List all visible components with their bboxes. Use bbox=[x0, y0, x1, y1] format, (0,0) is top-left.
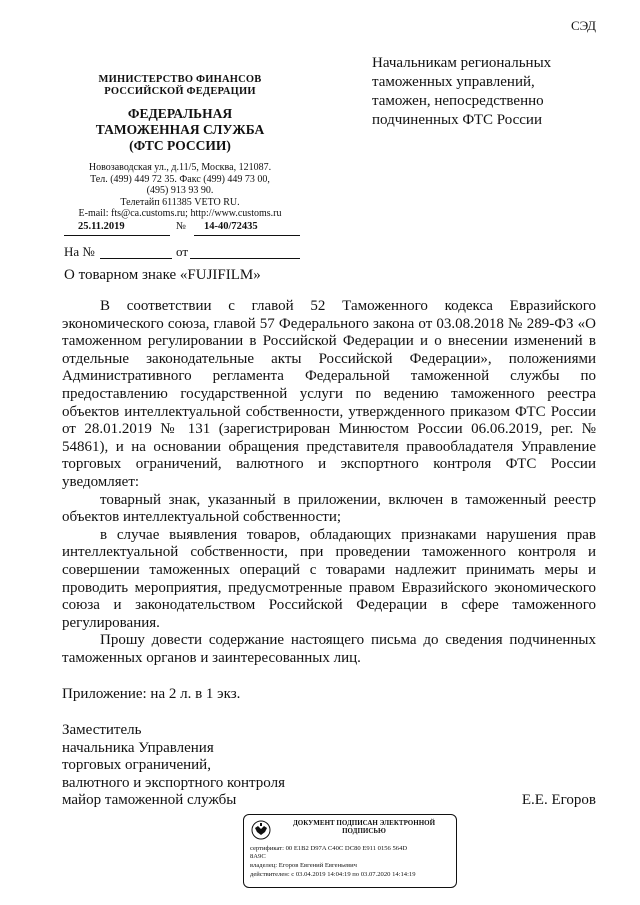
contact-line: (495) 913 93 90. bbox=[146, 185, 214, 196]
registration-number: 14-40/72435 bbox=[204, 221, 258, 232]
stamp-certificate: сертификат: 00 E1B2 D97A C40C DC80 E911 0156 564D bbox=[250, 845, 408, 852]
registration-date: 25.11.2019 bbox=[78, 221, 125, 232]
contact-line: Телетайп 611385 VETO RU. bbox=[120, 196, 240, 208]
stamp-certificate-cont: 8A9C bbox=[250, 853, 266, 860]
body-paragraph: Прошу довести содержание настоящего письма до сведения подчиненных таможенных органов и заинтересованных лиц. bbox=[62, 632, 596, 666]
stamp-title-line: ПОДПИСЬЮ bbox=[342, 827, 386, 835]
signer-line: Заместитель bbox=[62, 722, 142, 738]
body-paragraph: В соответствии с главой 52 Таможенного кодекса Евразийского экономического союза, главой 57 Федерального закона от 03.08.2018 № 289-ФЗ «О таможенном регулировании в Российской Федерации и о внесении изменений в отдельные законодательные акты Российской Федерации», положениями Административного регламента Федеральной таможенной службы по предоставлению государственной услуги по ведению таможенного реестра объектов интеллектуальной собственности, утвержденного приказом ФТС России от 28.01.2019 № 131 (зарегистрирован Минюстом России 06.06.2019, рег. № 54861), и на основании обращения представителя правообладателя Управление торговых ограничений, валютного и экспортного контроля ФТС России уведомляет: bbox=[62, 298, 596, 490]
number-sign: № bbox=[176, 221, 187, 232]
body-paragraph: товарный знак, указанный в приложении, включен в таможенный реестр объектов интеллектуальной собственности; bbox=[62, 491, 596, 526]
date-underline bbox=[64, 235, 170, 236]
signer-name: Е.Е. Егоров bbox=[521, 792, 596, 808]
signer-line: торговых ограничений, bbox=[62, 757, 211, 774]
incoming-from-underline bbox=[190, 258, 300, 259]
contact-line: Новозаводская ул., д.11/5, Москва, 121087. bbox=[88, 162, 272, 173]
incoming-reference bbox=[64, 244, 304, 262]
addressee-line: таможен, непосредственно bbox=[372, 93, 544, 109]
sed-mark: СЭД bbox=[570, 18, 596, 33]
contact-line: E-mail: fts@ca.customs.ru; http://www.customs.ru bbox=[78, 208, 282, 219]
ministry-name bbox=[60, 74, 300, 98]
ministry-line: МИНИСТЕРСТВО ФИНАНСОВ bbox=[98, 74, 262, 85]
stamp-title-line: ДОКУМЕНТ ПОДПИСАН ЭЛЕКТРОННОЙ bbox=[292, 819, 436, 827]
contacts bbox=[60, 162, 300, 220]
addressee-block bbox=[372, 54, 602, 130]
ministry-line: РОССИЙСКОЙ ФЕДЕРАЦИИ bbox=[104, 86, 256, 97]
contact-line: Тел. (499) 449 72 35. Факс (499) 449 73 00, bbox=[90, 173, 270, 185]
stamp-validity: действителен: с 03.04.2019 14:04:19 по 03.07.2020 14:14:19 bbox=[250, 871, 416, 878]
letter-body bbox=[62, 298, 596, 667]
signer-line: майор таможенной службы bbox=[62, 792, 237, 809]
letterhead bbox=[60, 74, 300, 220]
service-line: ТАМОЖЕННАЯ СЛУЖБА bbox=[95, 122, 265, 137]
appendix-note: Приложение: на 2 л. в 1 экз. bbox=[62, 686, 241, 702]
subject-line: О товарном знаке «FUJIFILM» bbox=[64, 267, 261, 283]
number-underline bbox=[194, 235, 300, 236]
signer-line: валютного и экспортного контроля bbox=[62, 774, 285, 791]
addressee-line: таможенных управлений, bbox=[372, 74, 535, 90]
service-line: (ФТС РОССИИ) bbox=[129, 138, 231, 153]
signer-position bbox=[62, 722, 285, 810]
stamp-owner: владелец: Егоров Евгений Евгеньевич bbox=[250, 862, 357, 869]
e-signature-stamp bbox=[243, 814, 457, 888]
incoming-number-label: На № bbox=[64, 244, 95, 259]
eagle-emblem-icon bbox=[250, 819, 272, 841]
stamp-title bbox=[278, 819, 450, 835]
addressee-line: Начальникам региональных bbox=[372, 55, 552, 71]
body-paragraph: в случае выявления товаров, обладающих признаками нарушения прав интеллектуальной собственности, при проведении таможенного контроля и совершении таможенных операций с товарами надлежит принимать меры и проводить мероприятия, предусмотренные правом Евразийского экономического союза и законодательством Российской Федерации в сфере таможенного регулирования. bbox=[62, 526, 596, 631]
signer-line: начальника Управления bbox=[62, 739, 214, 756]
incoming-from-label: от bbox=[176, 244, 189, 259]
addressee-line: подчиненных ФТС России bbox=[372, 112, 542, 128]
service-name bbox=[60, 106, 300, 154]
incoming-number-underline bbox=[100, 258, 172, 259]
service-line: ФЕДЕРАЛЬНАЯ bbox=[127, 106, 233, 121]
